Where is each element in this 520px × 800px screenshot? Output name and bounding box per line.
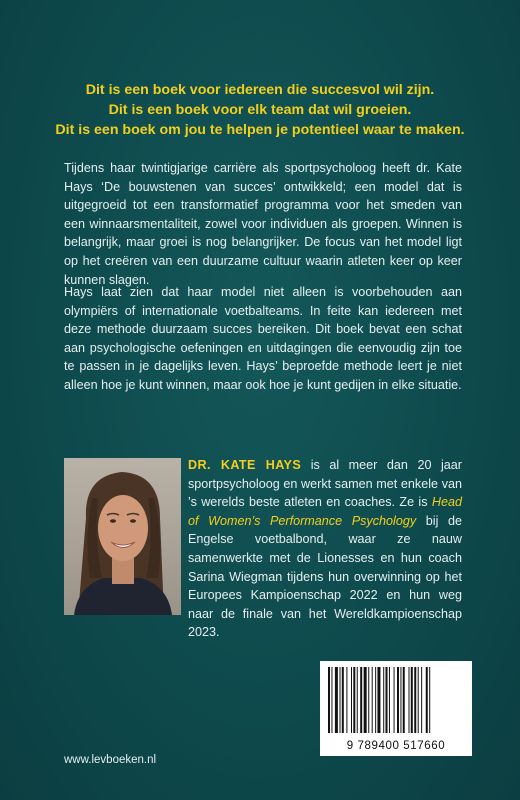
- barcode-bar: [426, 667, 428, 733]
- barcode-bar: [375, 667, 376, 733]
- barcode-bar: [364, 667, 367, 733]
- barcode-bar: [386, 667, 388, 733]
- barcode-bar: [353, 667, 355, 733]
- barcode-bar: [403, 667, 405, 733]
- barcode-bar: [368, 667, 369, 733]
- barcode-bar: [360, 667, 362, 733]
- author-bio: [188, 456, 462, 642]
- website-url: www.levboeken.nl: [64, 754, 157, 766]
- barcode-bar: [377, 667, 380, 733]
- barcode-bar: [328, 667, 330, 733]
- tagline-line-2: Dit is een boek voor elk team dat wil groeien.: [108, 102, 412, 118]
- barcode-bar: [346, 667, 347, 733]
- barcode-bar: [342, 667, 344, 733]
- barcode-bar: [335, 667, 338, 733]
- barcode-bar: [421, 667, 422, 733]
- isbn-barcode: [320, 661, 472, 756]
- tagline: [40, 80, 480, 140]
- bio-role: Head of Women’s Performance Psychology: [188, 495, 462, 528]
- bio-text-2: bij de Engelse voetbalbond, waar ze nauw samenwerkte met de Lionesses en hun coach Sarina Wiegman tijdens hun overwinning op het Europees Kampioenschap 2022 en hun weg naar de finale van het Wereldkampioenschap 2023.: [188, 513, 462, 640]
- barcode-bar: [411, 667, 413, 733]
- barcode-bar: [357, 667, 358, 733]
- isbn-number: 9 789400 517660: [346, 740, 446, 752]
- author-photo: [64, 458, 181, 615]
- barcode-bar: [383, 667, 384, 733]
- barcode-bar: [414, 667, 416, 733]
- barcode-bar: [397, 667, 399, 733]
- barcode-bar: [418, 667, 419, 733]
- author-name: DR. KATE HAYS: [188, 458, 302, 472]
- barcode-bar: [331, 667, 332, 733]
- barcode-bar: [400, 667, 401, 733]
- barcode-bar: [429, 667, 430, 733]
- barcode-bar: [394, 667, 395, 733]
- barcode-bar: [340, 667, 341, 733]
- tagline-line-1: Dit is een boek voor iedereen die succesvol wil zijn.: [85, 82, 435, 98]
- barcode-bar: [409, 667, 410, 733]
- tagline-line-3: Dit is een boek om jou te helpen je potentieel waar te maken.: [55, 122, 465, 138]
- bio-text-1: is al meer dan 20 jaar sportpsycholoog en werkt samen met enkele van ’s werelds beste atleten en coaches. Ze is: [188, 458, 462, 510]
- barcode-bar: [389, 667, 390, 733]
- barcode-bar: [372, 667, 373, 733]
- barcode-bars: [328, 667, 464, 733]
- description-paragraph-2: Hays laat zien dat haar model niet alleen is voorbehouden aan olympiërs of internationale voetbalteams. In feite kan iedereen met deze methode duurzaam succes bereiken. Dit boek bevat een schat aan psychologische oefeningen en uitdagingen die eenvoudig zijn toe te passen in je dagelijks leven. Hays’ beproefde methode leert je niet alleen hoe je kunt winnen, maar ook hoe je kunt gedijen in elke situatie.: [64, 285, 462, 392]
- description-paragraph-1: Tijdens haar twintigjarige carrière als sportpsycholoog heeft dr. Kate Hays ‘De bouwstenen van succes’ ontwikkeld; een model dat is uitgegroeid tot een transformatief programma voor het smeden van een winnaarsmentaliteit, zowel voor individuen als groepen. Winnen is belangrijk, maar groei is nog belangrijker. De focus van het model ligt op het creëren van een duurzame cultuur waarin atleten keer op keer kunnen slagen.: [64, 161, 462, 287]
- barcode-bar: [351, 667, 352, 733]
